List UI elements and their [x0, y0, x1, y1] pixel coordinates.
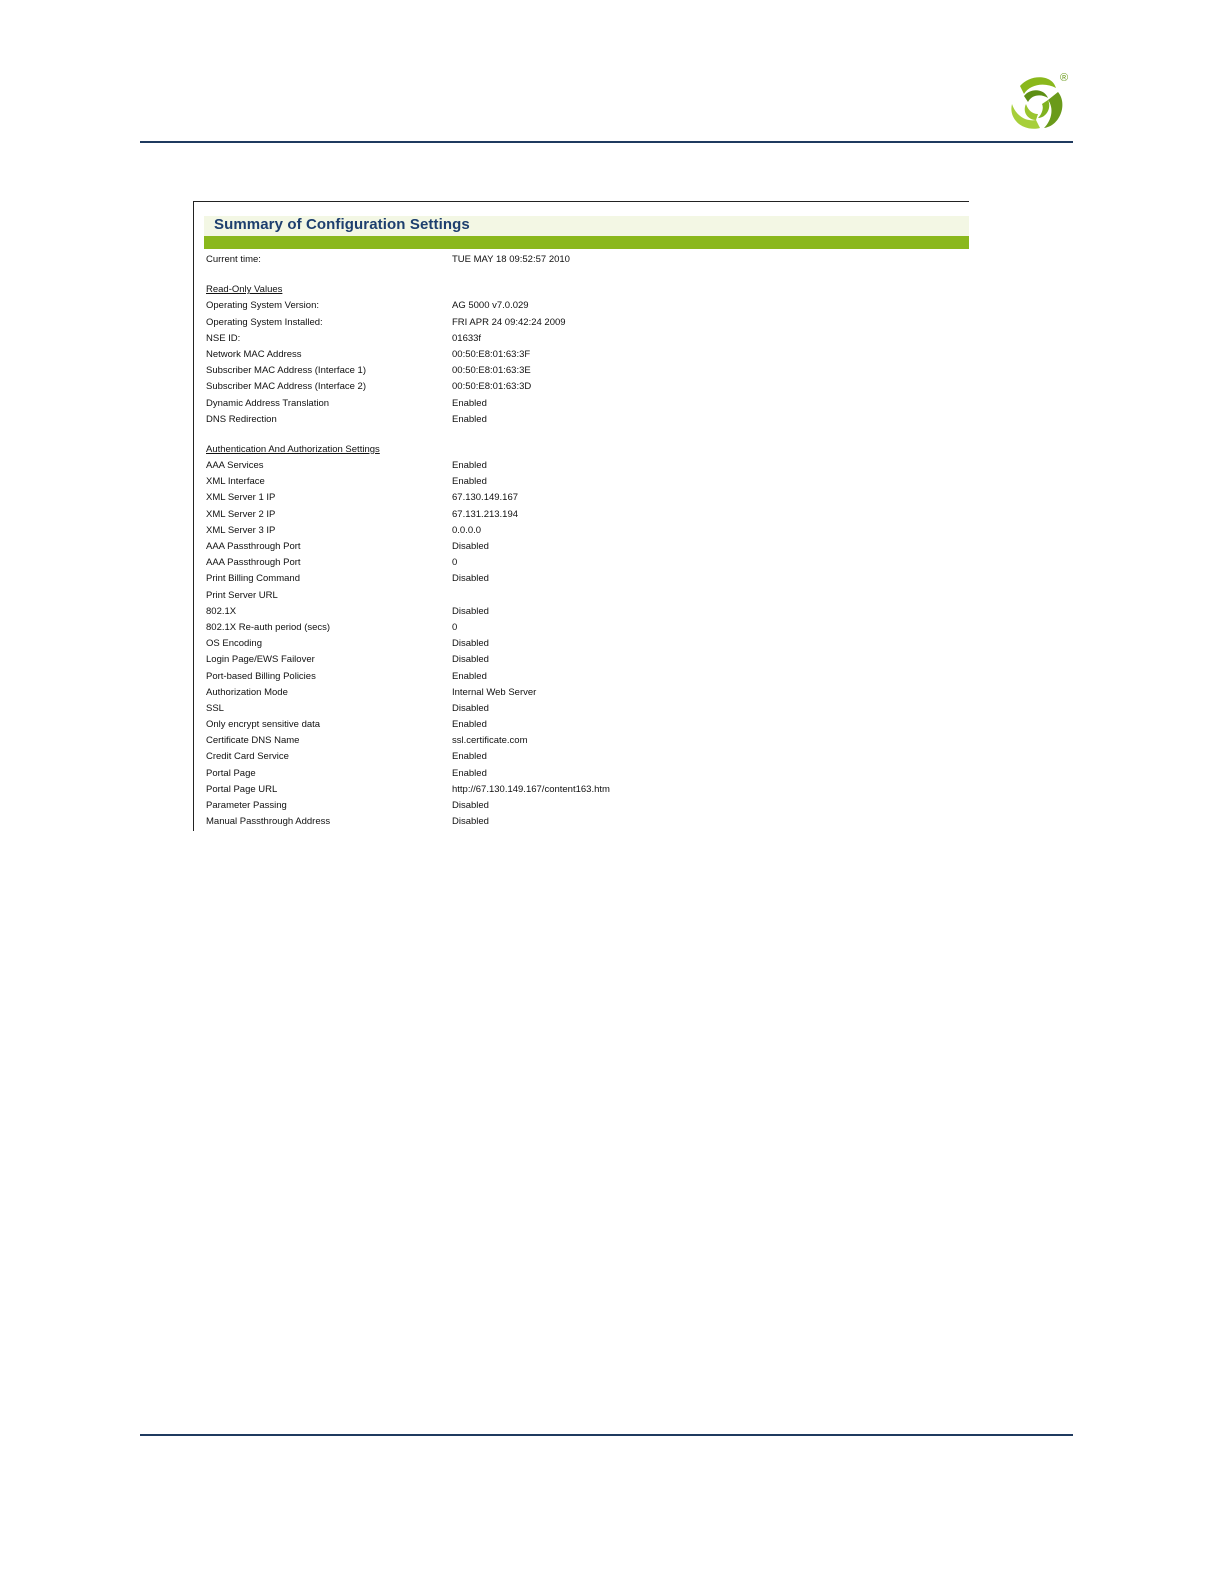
setting-row [206, 555, 956, 571]
setting-value: Disabled [452, 654, 489, 666]
setting-label: Authorization Mode [206, 686, 288, 698]
auth-heading: Authentication And Authorization Settings [206, 443, 380, 455]
settings-list [206, 252, 956, 830]
setting-value: Enabled [452, 670, 487, 682]
setting-label: XML Server 1 IP [206, 492, 276, 504]
setting-label: Print Billing Command [206, 573, 300, 585]
setting-label: Operating System Installed: [206, 316, 323, 328]
setting-value: 0 [452, 621, 458, 633]
setting-value: Disabled [452, 573, 489, 585]
current-time-value: TUE MAY 18 09:52:57 2010 [452, 254, 570, 265]
setting-row [206, 363, 956, 379]
setting-label: Print Server URL [206, 589, 278, 601]
setting-value: Enabled [452, 476, 487, 488]
setting-value: Disabled [452, 638, 489, 650]
setting-label: SSL [206, 702, 224, 714]
setting-value: http://67.130.149.167/content163.htm [452, 783, 610, 795]
panel-title: Summary of Configuration Settings [214, 216, 470, 233]
setting-value: 00:50:E8:01:63:3F [452, 348, 531, 360]
setting-row [206, 620, 956, 636]
setting-label: AAA Passthrough Port [206, 557, 301, 569]
setting-value: FRI APR 24 09:42:24 2009 [452, 316, 566, 328]
setting-value: 0.0.0.0 [452, 524, 482, 536]
setting-label: AAA Services [206, 460, 264, 472]
setting-label: Port-based Billing Policies [206, 670, 316, 682]
setting-value: Internal Web Server [452, 686, 537, 698]
read-only-rows [206, 298, 956, 428]
setting-row [206, 652, 956, 668]
setting-row [206, 539, 956, 555]
setting-value: Enabled [452, 397, 487, 409]
setting-row [206, 636, 956, 652]
setting-value: Disabled [452, 702, 489, 714]
setting-value: Enabled [452, 460, 487, 472]
title-underline-bar [204, 236, 969, 249]
setting-value: AG 5000 v7.0.029 [452, 300, 529, 312]
current-time-row [206, 252, 956, 268]
setting-row [206, 814, 956, 830]
setting-label: Portal Page [206, 767, 256, 779]
setting-label: 802.1X Re-auth period (secs) [206, 621, 331, 633]
setting-row [206, 458, 956, 474]
setting-label: XML Server 2 IP [206, 508, 276, 520]
setting-label: Only encrypt sensitive data [206, 719, 321, 731]
setting-label: Portal Page URL [206, 783, 278, 795]
setting-value: 00:50:E8:01:63:3E [452, 365, 531, 377]
registered-mark: ® [1060, 72, 1069, 84]
setting-value: Disabled [452, 541, 489, 552]
setting-label: Login Page/EWS Failover [206, 654, 315, 666]
setting-value: Enabled [452, 719, 487, 731]
setting-value: 00:50:E8:01:63:3D [452, 381, 532, 393]
setting-label: DNS Redirection [206, 413, 277, 425]
auth-rows [206, 458, 956, 830]
setting-value: 67.130.149.167 [452, 492, 519, 504]
setting-row [206, 766, 956, 782]
setting-row [206, 588, 956, 604]
setting-value: 0 [452, 557, 458, 569]
setting-value: Disabled [452, 800, 489, 811]
setting-value: Disabled [452, 605, 489, 617]
setting-row [206, 507, 956, 523]
setting-row [206, 474, 956, 490]
setting-row [206, 396, 956, 412]
setting-row [206, 798, 956, 814]
setting-row [206, 685, 956, 701]
setting-row [206, 701, 956, 717]
setting-label: Network MAC Address [206, 348, 302, 360]
setting-label: OS Encoding [206, 638, 262, 650]
setting-value: Enabled [452, 413, 487, 425]
setting-row [206, 782, 956, 798]
config-summary-panel [193, 201, 969, 831]
setting-label: Operating System Version: [206, 300, 319, 312]
setting-row [206, 379, 956, 395]
setting-row [206, 315, 956, 331]
header-rule [140, 141, 1073, 143]
setting-row [206, 347, 956, 363]
setting-label: Credit Card Service [206, 751, 289, 763]
setting-row [206, 604, 956, 620]
setting-label: Certificate DNS Name [206, 735, 300, 747]
setting-label: XML Server 3 IP [206, 524, 276, 536]
setting-row [206, 331, 956, 347]
setting-label: Manual Passthrough Address [206, 816, 331, 828]
setting-value: Disabled [452, 816, 489, 828]
setting-label: Subscriber MAC Address (Interface 1) [206, 365, 366, 377]
setting-row [206, 669, 956, 685]
setting-row [206, 523, 956, 539]
setting-label: Dynamic Address Translation [206, 397, 330, 409]
setting-label: XML Interface [206, 476, 265, 488]
setting-row [206, 717, 956, 733]
setting-value: 67.131.213.194 [452, 508, 519, 520]
setting-label: NSE ID: [206, 332, 241, 344]
setting-label: AAA Passthrough Port [206, 541, 301, 552]
setting-row [206, 571, 956, 587]
setting-value: ssl.certificate.com [452, 735, 528, 747]
setting-value: Enabled [452, 767, 487, 779]
footer-rule [140, 1434, 1073, 1436]
setting-row [206, 298, 956, 314]
setting-row [206, 412, 956, 428]
setting-row [206, 733, 956, 749]
setting-label: Parameter Passing [206, 800, 287, 811]
setting-row [206, 490, 956, 506]
current-time-label: Current time: [206, 254, 261, 265]
setting-value: 01633f [452, 332, 482, 344]
read-only-heading: Read-Only Values [206, 284, 283, 296]
setting-value: Enabled [452, 751, 487, 763]
setting-label: Subscriber MAC Address (Interface 2) [206, 381, 366, 393]
setting-row [206, 749, 956, 765]
setting-label: 802.1X [206, 605, 237, 617]
brand-logo [1000, 70, 1078, 136]
